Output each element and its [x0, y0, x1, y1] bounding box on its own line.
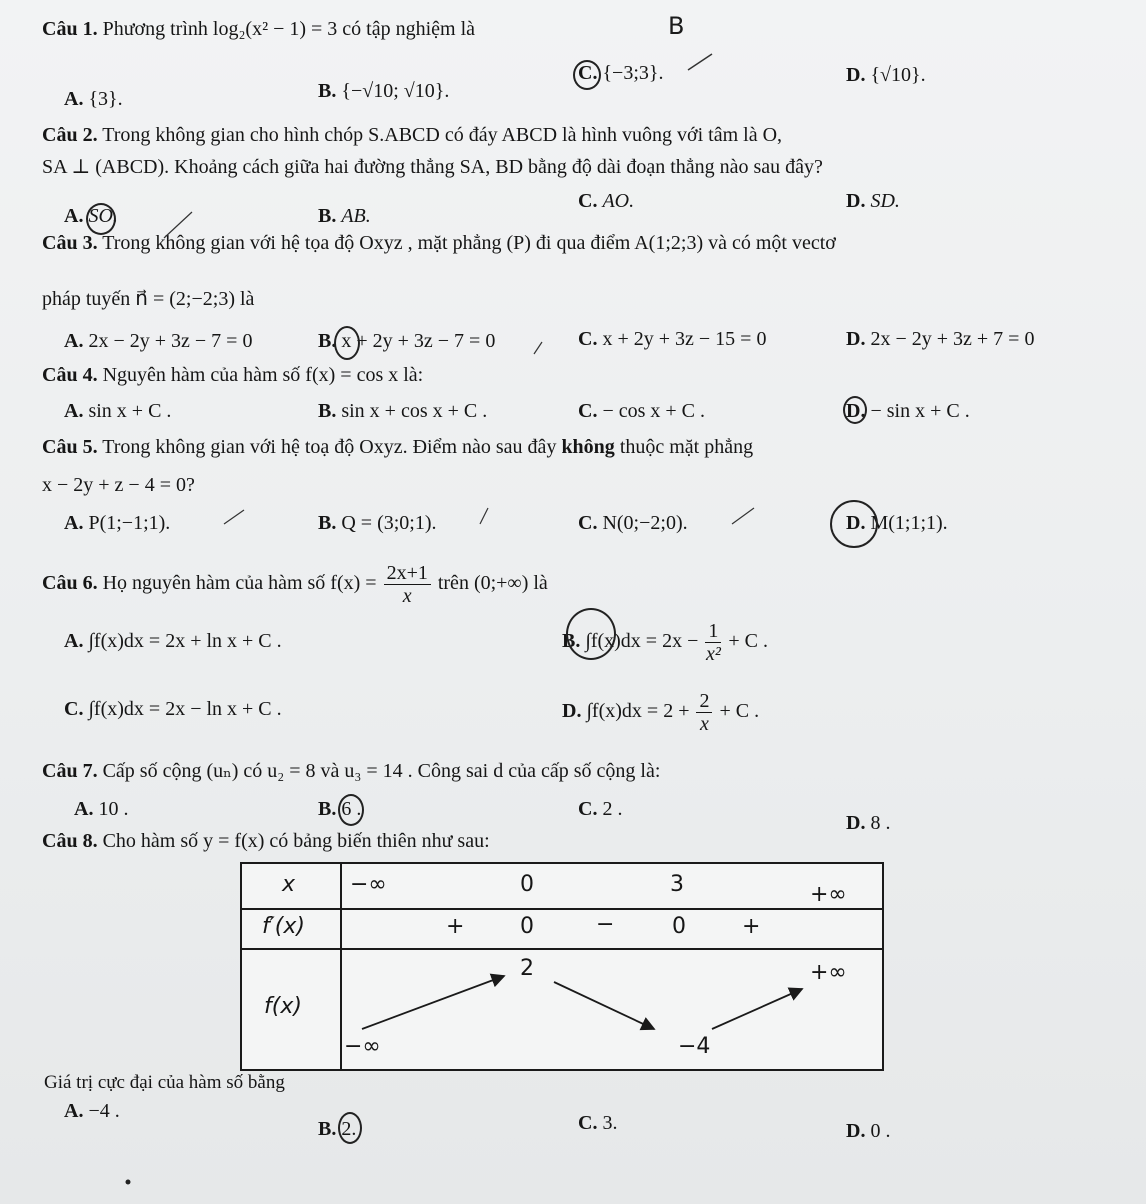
row-label-x: x	[282, 872, 296, 897]
q3-text2: pháp tuyến n⃗ = (2;−2;3) là	[42, 288, 255, 310]
q7-a-label: A.	[74, 798, 94, 820]
q7-a-text: 10 .	[98, 798, 129, 820]
q3-b-label: B.	[318, 330, 337, 352]
table-arrows	[242, 864, 882, 1069]
q6-c-label: C.	[64, 698, 84, 720]
q7-option-a	[74, 798, 128, 821]
q4-d-text: − sin x + C .	[870, 400, 970, 422]
q2-b-label: B.	[318, 205, 337, 227]
q5-d-circle-mark	[830, 500, 878, 548]
q6-b-label: B.	[562, 630, 581, 653]
q2-option-b	[318, 205, 371, 228]
arrow-decrease	[554, 982, 654, 1029]
q6-option-c	[64, 698, 282, 721]
q8-b-text: 2.	[341, 1118, 357, 1140]
q6-d-num: 2	[696, 690, 712, 713]
q6-d-fraction	[696, 690, 712, 735]
q1-option-d	[846, 64, 926, 87]
row-label-fprime: f′(x)	[262, 914, 305, 939]
q6-title: Câu 6.	[42, 572, 98, 595]
x-value-pos-inf: +∞	[810, 882, 847, 907]
q8-d-text: 0 .	[870, 1120, 891, 1142]
q7-option-d	[846, 812, 890, 835]
q2-b-text: AB.	[341, 205, 371, 227]
q3-d-text: 2x − 2y + 3z + 7 = 0	[870, 328, 1035, 350]
q6-text-after: trên (0;+∞) là	[437, 572, 548, 595]
q3-a-label: A.	[64, 330, 84, 352]
sign-zero-1: 0	[520, 914, 534, 939]
q5-d-text: M(1;1;1).	[870, 512, 948, 534]
q8-line	[42, 830, 490, 853]
q2-d-text: SD.	[870, 190, 900, 212]
q7-d-label: D.	[846, 812, 866, 834]
q6-d-label: D.	[562, 700, 582, 723]
q5-b-label: B.	[318, 512, 337, 534]
q8-option-c	[578, 1112, 617, 1135]
q1-a-label: A.	[64, 88, 84, 110]
q2-a-label: A.	[64, 205, 84, 227]
q3-option-a	[64, 330, 252, 353]
q1-c-label: C.	[578, 62, 598, 84]
x-value-3: 3	[670, 872, 684, 897]
q4-option-a	[64, 400, 171, 423]
q8-option-d	[846, 1120, 890, 1143]
q3-b-circle-mark	[334, 326, 360, 360]
q8-c-text: 3.	[602, 1112, 618, 1134]
q7-b-circle-mark	[338, 794, 364, 826]
q4-d-circle-mark	[843, 396, 867, 424]
q7-line	[42, 760, 660, 783]
q5-d-label: D.	[846, 512, 866, 534]
q2-c-text: AO.	[602, 190, 635, 212]
q6-option-d	[562, 690, 759, 735]
q1-text: Phương trình log₂(x² − 1) = 3 có tập nghiệm là	[102, 18, 476, 40]
q7-title: Câu 7.	[42, 760, 98, 782]
f-value-max-2: 2	[520, 956, 534, 981]
q7-text: Cấp số cộng (uₙ) có u₂ = 8 và u₃ = 14 . Công sai d của cấp số cộng là:	[102, 760, 661, 782]
q4-c-label: C.	[578, 400, 598, 422]
q3-c-text: x + 2y + 3z − 15 = 0	[602, 328, 767, 350]
q1-title: Câu 1.	[42, 18, 98, 40]
sign-zero-2: 0	[672, 914, 686, 939]
arrow-increase-2	[712, 989, 802, 1029]
f-value-neg-inf: −∞	[344, 1034, 381, 1059]
q8-text: Cho hàm số y = f(x) có bảng biến thiên như sau:	[102, 830, 490, 852]
q6-frac-den: x	[402, 585, 412, 607]
q5-c-text: N(0;−2;0).	[602, 512, 688, 534]
q2-a-circle-mark	[86, 203, 116, 235]
q1-b-text: {−√10; √10}.	[341, 80, 450, 102]
q2-line	[42, 124, 782, 147]
f-value-min-neg4: −4	[678, 1034, 711, 1059]
variation-table	[240, 862, 884, 1071]
row-label-f: f(x)	[264, 994, 302, 1019]
q8-c-label: C.	[578, 1112, 598, 1134]
q6-b-num: 1	[705, 620, 721, 643]
q7-b-label: B.	[318, 798, 337, 820]
q5-option-b	[318, 512, 437, 535]
q3-line	[42, 232, 836, 255]
q8-a-text: −4 .	[88, 1100, 120, 1122]
q8-b-circle-mark	[338, 1112, 362, 1144]
q5-text: Trong không gian với hệ toạ độ Oxyz. Điểm nào sau đây	[102, 436, 557, 458]
q5-c-label: C.	[578, 512, 598, 534]
q1-option-a	[64, 88, 123, 111]
q6-frac-num: 2x+1	[384, 562, 431, 585]
q7-d-text: 8 .	[870, 812, 891, 834]
q1-handwritten-answer: B	[668, 12, 685, 40]
q4-line	[42, 364, 423, 387]
q8-d-label: D.	[846, 1120, 866, 1142]
q3-option-c	[578, 328, 766, 351]
q1-c-text: {−3;3}.	[602, 62, 664, 84]
q5-text2: x − 2y + z − 4 = 0?	[42, 474, 195, 496]
q2-c-label: C.	[578, 190, 598, 212]
q3-text: Trong không gian với hệ tọa độ Oxyz , mặt phẳng (P) đi qua điểm A(1;2;3) và có một vectơ	[102, 232, 836, 254]
q8-text2: Giá trị cực đại của hàm số bằng	[44, 1072, 285, 1093]
q6-d-post: + C .	[719, 700, 760, 723]
q8-title: Câu 8.	[42, 830, 98, 852]
q3-option-d	[846, 328, 1034, 351]
q8-b-label: B.	[318, 1118, 337, 1140]
q3-title: Câu 3.	[42, 232, 98, 254]
q5-line	[42, 436, 753, 459]
arrow-increase-1	[362, 976, 504, 1029]
q1-a-text: {3}.	[88, 88, 123, 110]
q6-a-text: ∫f(x)dx = 2x + ln x + C .	[88, 630, 282, 652]
q4-title: Câu 4.	[42, 364, 98, 386]
q4-option-b	[318, 400, 487, 423]
q6-c-text: ∫f(x)dx = 2x − ln x + C .	[88, 698, 282, 720]
q5-title: Câu 5.	[42, 436, 98, 458]
q6-option-a	[64, 630, 282, 653]
q5-option-c	[578, 512, 688, 535]
x-value-neg-inf: −∞	[350, 872, 387, 897]
q2-text2: SA ⊥ (ABCD). Khoảng cách giữa hai đường thẳng SA, BD bằng độ dài đoạn thẳng nào sau đây?	[42, 156, 823, 178]
q3-c-label: C.	[578, 328, 598, 350]
q2-text: Trong không gian cho hình chóp S.ABCD có đáy ABCD là hình vuông với tâm là O,	[102, 124, 783, 146]
q1-option-b	[318, 80, 449, 103]
q1-c-circle-mark	[573, 60, 601, 90]
q6-b-fraction	[705, 620, 721, 665]
q4-option-c	[578, 400, 705, 423]
q4-a-label: A.	[64, 400, 84, 422]
q6-d-pre: ∫f(x)dx = 2 +	[586, 700, 690, 723]
q6-b-pre: ∫f(x)dx = 2x −	[585, 630, 699, 653]
q1-line	[42, 18, 475, 41]
q5-text-after: thuộc mặt phẳng	[619, 436, 754, 458]
q6-a-label: A.	[64, 630, 84, 652]
q5-b-text: Q = (3;0;1).	[341, 512, 437, 534]
sign-plus-2: +	[742, 914, 761, 939]
q1-b-label: B.	[318, 80, 337, 102]
q2-a-text: SO.	[88, 205, 118, 227]
q4-b-label: B.	[318, 400, 337, 422]
q4-a-text: sin x + C .	[88, 400, 172, 422]
q5-a-text: P(1;−1;1).	[88, 512, 171, 534]
q3-d-label: D.	[846, 328, 866, 350]
sign-plus-1: +	[446, 914, 465, 939]
q6-d-den: x	[700, 713, 709, 735]
f-value-pos-inf: +∞	[810, 960, 847, 985]
q6-b-post: + C .	[728, 630, 768, 653]
q8-a-label: A.	[64, 1100, 84, 1122]
q7-c-label: C.	[578, 798, 598, 820]
q8-option-a	[64, 1100, 120, 1123]
q1-d-label: D.	[846, 64, 866, 86]
q2-option-d	[846, 190, 900, 213]
q5-option-a	[64, 512, 170, 535]
q2-d-label: D.	[846, 190, 866, 212]
q7-b-text: 6 .	[341, 798, 362, 820]
q6-b-den: x²	[705, 643, 721, 665]
q2-title: Câu 2.	[42, 124, 98, 146]
q4-c-text: − cos x + C .	[602, 400, 706, 422]
q3-b-text: x + 2y + 3z − 7 = 0	[341, 330, 496, 352]
q7-c-text: 2 .	[602, 798, 623, 820]
q3-a-text: 2x − 2y + 3z − 7 = 0	[88, 330, 253, 352]
q6-text: Họ nguyên hàm của hàm số f(x) =	[102, 572, 377, 595]
q6-line	[42, 562, 548, 607]
q4-d-label: D.	[846, 400, 866, 422]
q5-bold-word: không	[561, 436, 615, 458]
q5-a-label: A.	[64, 512, 84, 534]
q6-fraction	[384, 562, 431, 607]
q1-d-text: {√10}.	[870, 64, 926, 86]
sign-minus: −	[596, 912, 615, 937]
q7-option-c	[578, 798, 622, 821]
q4-text: Nguyên hàm của hàm số f(x) = cos x là:	[102, 364, 424, 386]
x-value-0: 0	[520, 872, 534, 897]
q2-option-c	[578, 190, 634, 213]
q6-b-circle-mark	[566, 608, 616, 660]
q4-b-text: sin x + cos x + C .	[341, 400, 488, 422]
